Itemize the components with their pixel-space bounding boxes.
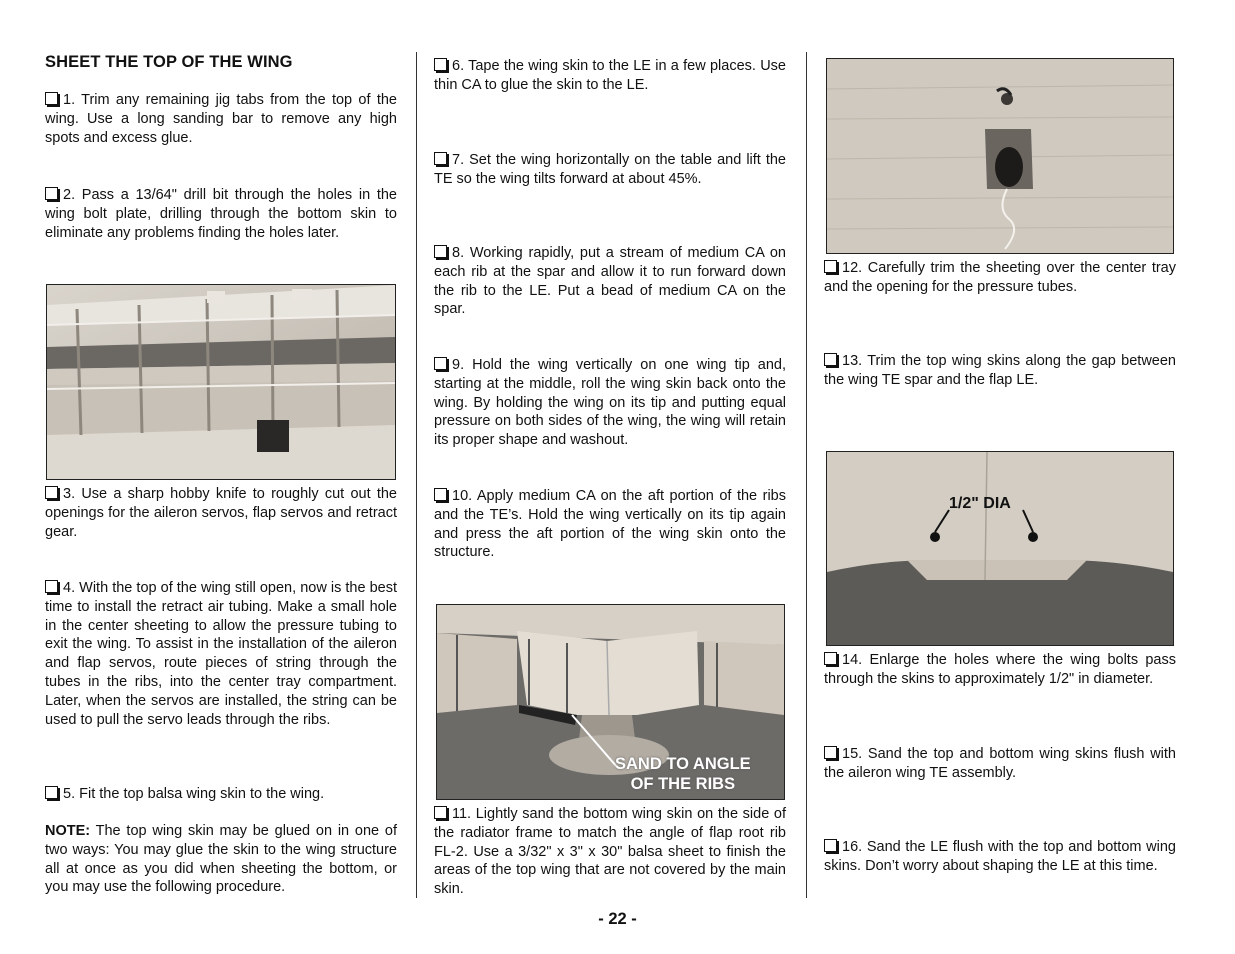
step-16: 16. Sand the LE flush with the top and bottom wing skins. Don’t worry about shaping the LE at this time. [824, 839, 1176, 874]
checkbox-square-icon[interactable] [434, 357, 447, 370]
step-12: 12. Carefully trim the sheeting over the center tray and the opening for the pressure tubes. [824, 260, 1176, 295]
photo-wing-bolt-holes [826, 451, 1174, 646]
photo-label-sand-angle: SAND TO ANGLE OF THE RIBS [615, 755, 751, 793]
step-3: 3. Use a sharp hobby knife to roughly cut out the openings for the aileron servos, flap servos and retract gear. [45, 486, 397, 540]
note-label: NOTE: [45, 823, 91, 839]
checkbox-square-icon[interactable] [434, 806, 447, 819]
checkbox-square-icon[interactable] [824, 353, 837, 366]
checkbox-square-icon[interactable] [45, 486, 58, 499]
photo-wing-structure [46, 284, 396, 480]
page-number: - 22 - [598, 910, 637, 928]
checkbox-square-icon[interactable] [434, 245, 447, 258]
step-1: 1. Trim any remaining jig tabs from the top of the wing. Use a long sanding bar to remove any high spots and excess glue. [45, 92, 397, 146]
step-9: 9. Hold the wing vertically on one wing tip and, starting at the middle, roll the wing skin back onto the wing. By holding the wing on its tip and putting equal pressure on both sides of the wing, the wing will retain its proper shape and washout. [434, 357, 786, 449]
checkbox-square-icon[interactable] [824, 652, 837, 665]
step-2: 2. Pass a 13/64" drill bit through the holes in the wing bolt plate, drilling through the bottom skin to eliminate any problems finding the holes later. [45, 187, 397, 241]
column-divider-1 [416, 52, 417, 898]
column-divider-2 [806, 52, 807, 898]
checkbox-square-icon[interactable] [824, 746, 837, 759]
checkbox-square-icon[interactable] [45, 580, 58, 593]
step-14: 14. Enlarge the holes where the wing bolts pass through the skins to approximately 1/2" in diameter. [824, 652, 1176, 687]
checkbox-square-icon[interactable] [824, 839, 837, 852]
step-13: 13. Trim the top wing skins along the gap between the wing TE spar and the flap LE. [824, 353, 1176, 388]
step-15: 15. Sand the top and bottom wing skins flush with the aileron wing TE assembly. [824, 746, 1176, 781]
photo-label-dia: 1/2" DIA [949, 495, 1011, 512]
step-7: 7. Set the wing horizontally on the table and lift the TE so the wing tilts forward at about 45%. [434, 152, 786, 187]
step-10: 10. Apply medium CA on the aft portion of the ribs and the TE’s. Hold the wing vertically on its tip again and press the aft portion of the wing skin onto the structure. [434, 488, 786, 561]
checkbox-square-icon[interactable] [434, 488, 447, 501]
step-8: 8. Working rapidly, put a stream of medium CA on each rib at the spar and allow it to run forward down the rib to the LE. Put a bead of medium CA on the spar. [434, 245, 786, 318]
checkbox-square-icon[interactable] [45, 92, 58, 105]
center-tray-illustration [827, 59, 1173, 253]
checkbox-square-icon[interactable] [824, 260, 837, 273]
step-11: 11. Lightly sand the bottom wing skin on the side of the radiator frame to match the angle of flap root rib FL-2. Use a 3/32" x 3" x 30" balsa sheet to finish the areas of the top wing that are not covered by the main skin. [434, 806, 786, 898]
photo-radiator-frame [436, 604, 785, 800]
wing-structure-illustration [47, 285, 395, 479]
note: NOTE: The top wing skin may be glued on in one of two ways: You may glue the skin to the wing structure all at once as you did when sheeting the bottom, or you may use the following procedure. [45, 823, 397, 896]
checkbox-square-icon[interactable] [434, 58, 447, 71]
step-4: 4. With the top of the wing still open, now is the best time to install the retract air tubing. Make a small hole in the center sheeting to allow the pressure tubing to exit the wing. To assist in the installation of the aileron and flap servos, route pieces of string through the tubes in the ribs, into the center tray compartment. Later, when the servos are installed, the string can be used to pull the servo leads through the ribs. [45, 580, 397, 728]
photo-center-tray [826, 58, 1174, 254]
section-heading: SHEET THE TOP OF THE WING [45, 53, 293, 71]
checkbox-square-icon[interactable] [434, 152, 447, 165]
step-5: 5. Fit the top balsa wing skin to the wing. [45, 785, 397, 804]
checkbox-square-icon[interactable] [45, 187, 58, 200]
checkbox-square-icon[interactable] [45, 786, 58, 799]
step-6: 6. Tape the wing skin to the LE in a few places. Use thin CA to glue the skin to the LE. [434, 58, 786, 93]
wing-bolt-holes-illustration [827, 452, 1173, 645]
